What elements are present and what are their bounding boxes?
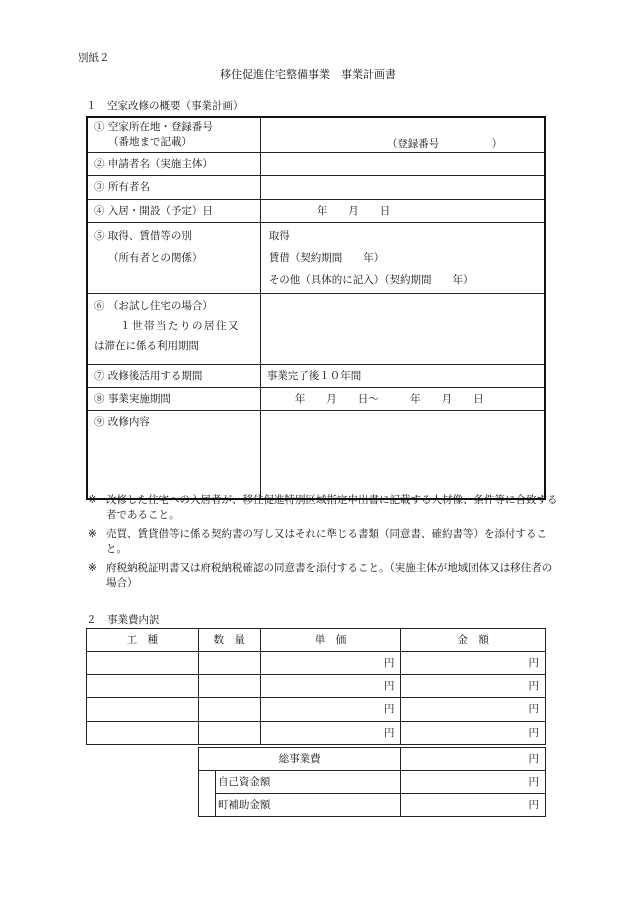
- total-project-cost-amount[interactable]: 円: [401, 748, 546, 771]
- value-renovation-content[interactable]: [260, 411, 545, 499]
- cell-qty[interactable]: [198, 652, 260, 675]
- cell-unit-price[interactable]: 円: [260, 652, 401, 675]
- move-in-date-template: 年 月 日: [316, 205, 391, 217]
- table-row: [87, 675, 546, 698]
- label-trial-housing: ⑥ （お試し住宅の場合） １世帯当たりの居住又 は滞在に係る利用期間: [87, 294, 260, 365]
- total-row: [199, 771, 546, 794]
- total-row: [199, 748, 546, 771]
- total-project-cost-label: 総事業費: [199, 748, 401, 771]
- header-type: 工 種: [87, 629, 199, 652]
- page-title: 移住促進住宅整備事業 事業計画書: [220, 68, 396, 81]
- value-owner[interactable]: [260, 176, 545, 200]
- town-subsidy-label: 町補助金額: [215, 794, 400, 817]
- table-row: [87, 117, 545, 153]
- table-row: [87, 411, 545, 499]
- label-applicant: ② 申請者名（実施主体）: [87, 153, 260, 176]
- section2-heading: ２ 事業費内訳: [86, 614, 160, 626]
- option-lease[interactable]: 賃借（契約期間 年）: [268, 252, 385, 264]
- label-usage-period: ⑦ 改修後活用する期間: [87, 365, 260, 388]
- cell-type[interactable]: [87, 722, 199, 745]
- totals-table: [198, 747, 546, 817]
- cell-unit-price[interactable]: 円: [260, 698, 401, 722]
- value-location[interactable]: [260, 117, 545, 153]
- label-owner: ③ 所有者名: [87, 176, 260, 200]
- value-trial-housing[interactable]: [260, 294, 545, 365]
- cost-header-row: [87, 629, 546, 652]
- table-row: [87, 200, 545, 223]
- registration-number: （登録番号 ）: [386, 138, 503, 150]
- value-applicant[interactable]: [260, 153, 545, 176]
- option-other[interactable]: その他（具体的に記入）（契約期間 年）: [268, 274, 474, 286]
- town-subsidy-amount[interactable]: 円: [401, 794, 546, 817]
- value-acquisition-type[interactable]: [260, 223, 545, 294]
- table-row: [87, 698, 546, 722]
- project-period-template: 年 月 日～ 年 月 日: [294, 393, 484, 405]
- cell-amount[interactable]: 円: [401, 652, 546, 675]
- label-location: ① 空家所在地・登録番号 （番地まで記載）: [87, 117, 260, 153]
- totals-indent: [199, 771, 216, 817]
- cell-type[interactable]: [87, 652, 199, 675]
- value-project-period[interactable]: [260, 388, 545, 411]
- table-row: [87, 294, 545, 365]
- cell-qty[interactable]: [198, 675, 260, 698]
- cell-amount[interactable]: 円: [401, 675, 546, 698]
- label-project-period: ⑧ 事業実施期間: [87, 388, 260, 411]
- section1-heading: １ 空家改修の概要（事業計画）: [86, 100, 244, 112]
- cell-type[interactable]: [87, 698, 199, 722]
- note-2: ※ 売買、賃貸借等に係る契約書の写し又はそれに準じる書類（同意書、確約書等）を添付すること。: [88, 528, 547, 555]
- total-row: [199, 794, 546, 817]
- cell-unit-price[interactable]: 円: [260, 722, 401, 745]
- table-row: [87, 652, 546, 675]
- note-3: ※ 府税納税証明書又は府税納税確認の同意書を添付すること。（実施主体が地域団体又は移住者の場合）: [88, 562, 553, 589]
- value-move-in-date[interactable]: [260, 200, 545, 223]
- cell-amount[interactable]: 円: [401, 698, 546, 722]
- table-row: [87, 176, 545, 200]
- table-row: [87, 223, 545, 294]
- cost-table: [86, 628, 546, 745]
- table-row: [87, 365, 545, 388]
- header-unit-price: 単 価: [260, 629, 401, 652]
- label-renovation-content: ⑨ 改修内容: [87, 411, 260, 499]
- cell-unit-price[interactable]: 円: [260, 675, 401, 698]
- own-funds-amount[interactable]: 円: [401, 771, 546, 794]
- note-1: ※ 改修した住宅への入居者が、移住促進特別区域指定申出書に記載する人材像、条件等に合致する者であること。: [88, 494, 558, 521]
- label-move-in-date: ④ 入居・開設（予定）日: [87, 200, 260, 223]
- table-row: [87, 153, 545, 176]
- attachment-label: 別紙２: [78, 52, 110, 64]
- label-acquisition-type: ⑤ 取得、賃借等の別 （所有者との関係）: [87, 223, 260, 294]
- cell-amount[interactable]: 円: [401, 722, 546, 745]
- value-usage-period: 事業完了後１０年間: [260, 365, 545, 388]
- overview-table: [86, 116, 546, 500]
- table-row: [87, 722, 546, 745]
- cell-qty[interactable]: [198, 698, 260, 722]
- option-acquire[interactable]: 取得: [268, 230, 290, 242]
- header-qty: 数 量: [198, 629, 260, 652]
- cell-qty[interactable]: [198, 722, 260, 745]
- table-row: [87, 388, 545, 411]
- cell-type[interactable]: [87, 675, 199, 698]
- header-amount: 金 額: [401, 629, 546, 652]
- own-funds-label: 自己資金額: [215, 771, 400, 794]
